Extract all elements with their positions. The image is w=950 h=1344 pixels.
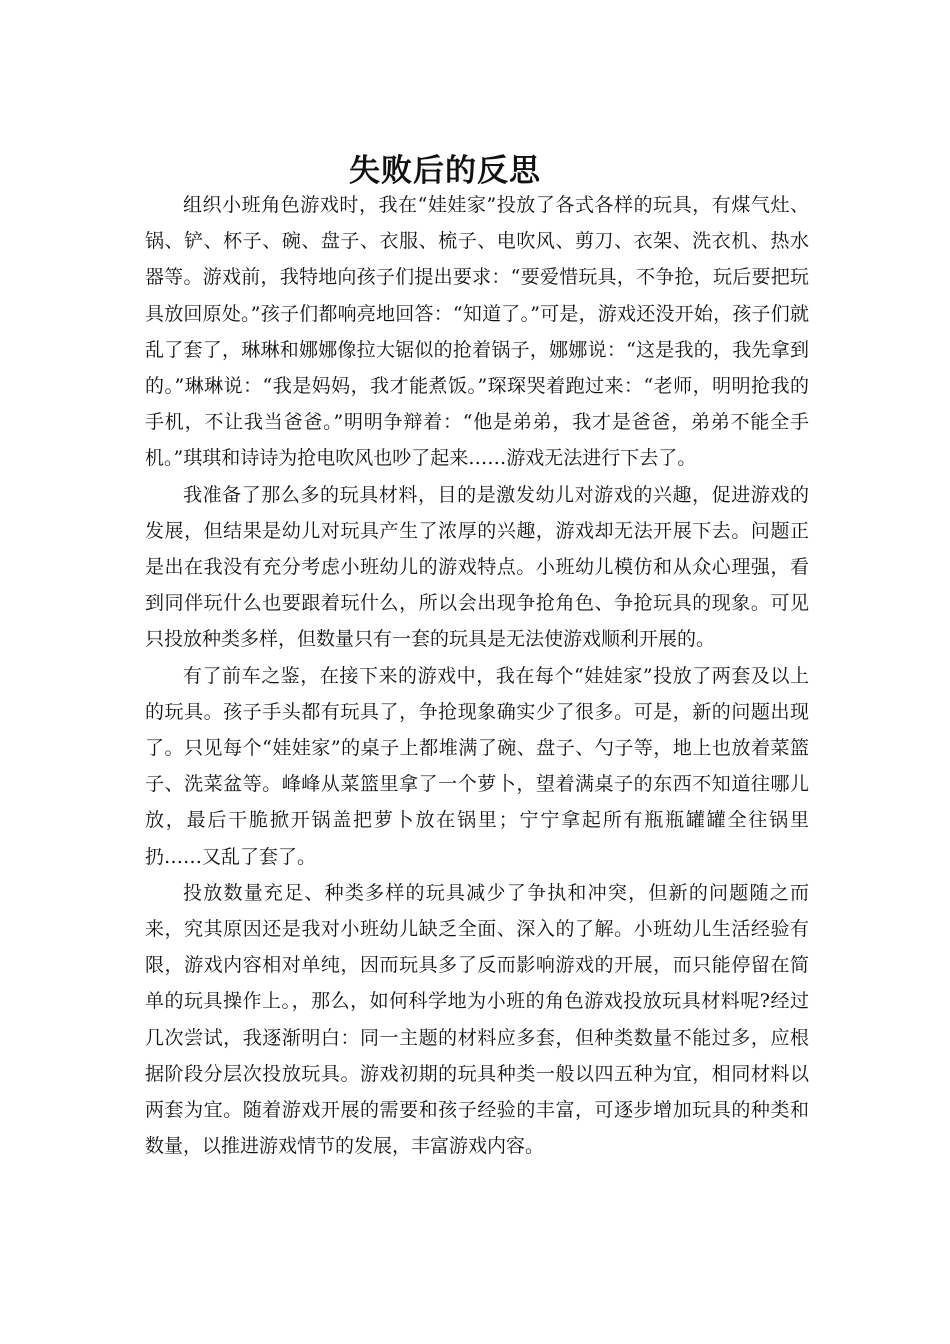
paragraph-2: 我准备了那么多的玩具材料，目的是激发幼儿对游戏的兴趣，促进游戏的发展，但结果是幼儿对玩具产生了浓厚的兴趣，游戏却无法开展下去。问题正是出在我没有充分考虑小班幼儿的游戏特点。小班幼儿模仿和从众心理强，看到同伴玩什么也要跟着玩什么，所以会出现争抢角色、争抢玩具的现象。可见只投放种类多样，但数量只有一套的玩具是无法使游戏顺利开展的。 [145,483,809,651]
document-body [145,187,809,1164]
paragraph-1: 组织小班角色游戏时，我在“娃娃家”投放了各式各样的玩具，有煤气灶、锅、铲、杯子、碗、盘子、衣服、梳子、电吹风、剪刀、衣架、洗衣机、热水器等。游戏前，我特地向孩子们提出要求：“要爱惜玩具，不争抢，玩后要把玩具放回原处。”孩子们都响亮地回答：“知道了。”可是，游戏还没开始，孩子们就乱了套了，琳琳和娜娜像拉大锯似的抢着锅子，娜娜说：“这是我的，我先拿到的。”琳琳说：“我是妈妈，我才能煮饭。”琛琛哭着跑过来：“老师，明明抢我的手机，不让我当爸爸。”明明争辩着：“他是弟弟，我才是爸爸，弟弟不能全手机。”琪琪和诗诗为抢电吹风也吵了起来……游戏无法进行下去了。 [145,194,809,470]
paragraph-4: 投放数量充足、种类多样的玩具减少了争执和冲突，但新的问题随之而来，究其原因还是我对小班幼儿缺乏全面、深入的了解。小班幼儿生活经验有限，游戏内容相对单纯，因而玩具多了反而影响游戏的开展，而只能停留在简单的玩具操作上。，那么，如何科学地为小班的角色游戏投放玩具材料呢?经过几次尝试，我逐渐明白：同一主题的材料应多套，但种类数量不能过多，应根据阶段分层次投放玩具。游戏初期的玩具种类一般以四五种为宜，相同材料以两套为宜。随着游戏开展的需要和孩子经验的丰富，可逐步增加玩具的种类和数量，以推进游戏情节的发展，丰富游戏内容。 [145,881,809,1158]
paragraph-3: 有了前车之鉴，在接下来的游戏中，我在每个“娃娃家”投放了两套及以上的玩具。孩子手头都有玩具了，争抢现象确实少了很多。可是，新的问题出现了。只见每个“娃娃家”的桌子上都堆满了碗、盘子、勺子等，地上也放着菜篮子、洗菜盆等。峰峰从菜篮里拿了一个萝卜，望着满桌子的东西不知道往哪儿放，最后干脆掀开锅盖把萝卜放在锅里；宁宁拿起所有瓶瓶罐罐全往锅里扔……又乱了套了。 [145,664,809,868]
document-title: 失败后的反思 [349,152,541,189]
